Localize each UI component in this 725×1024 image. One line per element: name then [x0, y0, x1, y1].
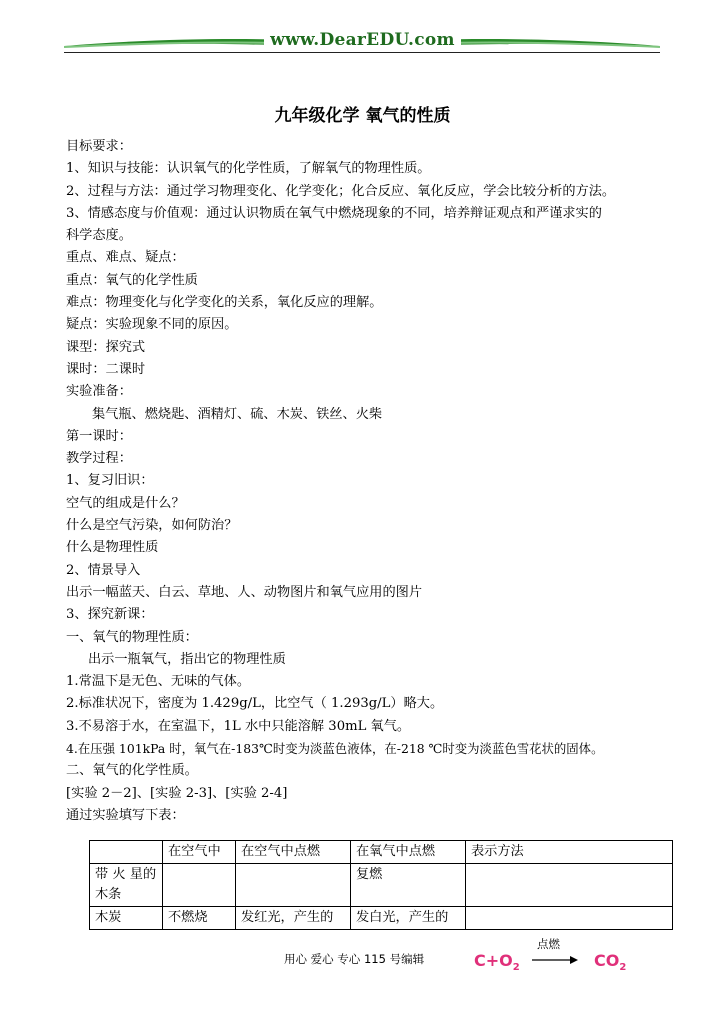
table-header-cell: 在空气中点燃	[236, 841, 351, 864]
experiment-table	[89, 840, 673, 930]
table-cell: 木炭	[90, 907, 163, 930]
text-line: 2.标准状况下，密度为 1.429g/L，比空气（ 1.293g/L）略大。	[66, 696, 444, 712]
equation-reactants: $C+O_2$	[474, 951, 520, 974]
text-line: 2、情景导入	[66, 562, 141, 578]
text-line: 2、过程与方法：通过学习物理变化、化学变化；化合反应、氧化反应，学会比较分析的方法。	[66, 183, 616, 199]
table-header-cell	[90, 841, 163, 864]
text-line: 第一课时：	[66, 428, 132, 444]
text-line: 4.在压强 101kPa 时，氧气在-183℃时变为淡蓝色液体，在-218 ℃时变为淡蓝色雪花状的固体。	[66, 741, 604, 757]
text-line: 实验准备：	[66, 384, 132, 400]
chemical-equation	[474, 937, 634, 976]
text-line: 课型：探究式	[66, 339, 146, 355]
table-cell	[466, 907, 673, 930]
text-line: 什么是空气污染，如何防治？	[66, 518, 238, 534]
reaction-arrow-icon	[532, 954, 578, 966]
text-line: 3、探究新课：	[66, 607, 154, 623]
table-cell	[163, 864, 236, 907]
text-line: 1.常温下是无色、无味的气体。	[66, 674, 251, 690]
text-line: 1、知识与技能：认识氧气的化学性质，了解氧气的物理性质。	[66, 161, 431, 177]
text-line: 集气瓶、燃烧匙、酒精灯、硫、木炭、铁丝、火柴	[92, 406, 383, 422]
text-line: 重点：氧气的化学性质	[66, 272, 198, 288]
equation-product: $CO_2$	[594, 951, 627, 974]
table-header-row	[90, 841, 673, 864]
text-line: 教学过程：	[66, 451, 132, 467]
table-row	[90, 907, 673, 930]
text-line: 目标要求：	[66, 139, 132, 154]
table-cell: 不燃烧	[163, 907, 236, 930]
table-header-cell: 在空气中	[163, 841, 236, 864]
site-logo-text[interactable]: www.DearEDU.com	[264, 30, 461, 50]
text-line: 3、情感态度与价值观：通过认识物质在氧气中燃烧现象的不同，培养辩证观点和严谨求实的	[66, 205, 602, 221]
text-line: [实验 2－2]、[实验 2-3]、[实验 2-4]	[66, 785, 288, 801]
text-line: 3.不易溶于水，在室温下，1L 水中只能溶解 30mL 氧气。	[66, 718, 411, 734]
text-line: 重点、难点、疑点：	[66, 250, 185, 266]
text-line: 空气的组成是什么？	[66, 495, 185, 511]
table-cell: 发红光，产生的	[236, 907, 351, 930]
text-line: 科学态度。	[66, 228, 132, 244]
text-line: 二、氧气的化学性质。	[66, 763, 198, 779]
text-line: 难点：物理变化与化学变化的关系，氧化反应的理解。	[66, 295, 383, 311]
table-cell	[466, 864, 673, 907]
text-line: 课时：二课时	[66, 361, 146, 377]
text-line: 出示一瓶氧气，指出它的物理性质	[88, 651, 286, 667]
table-cell: 复燃	[351, 864, 466, 907]
table-row	[90, 864, 673, 907]
text-line: 1、复习旧识：	[66, 473, 154, 489]
text-line: 疑点：实验现象不同的原因。	[66, 317, 238, 333]
table-cell: 发白光，产生的	[351, 907, 466, 930]
header-rule	[64, 52, 660, 53]
equation-condition: 点燃	[537, 937, 560, 951]
table-header-cell: 表示方法	[466, 841, 673, 864]
page-title: 九年级化学 氧气的性质	[274, 106, 451, 126]
table-cell	[236, 864, 351, 907]
footer-text: 用心 爱心 专心 115 号编辑	[284, 952, 425, 966]
text-line: 一、氧气的物理性质：	[66, 629, 198, 645]
text-line: 出示一幅蓝天、白云、草地、人、动物图片和氧气应用的图片	[66, 584, 423, 600]
table-header-cell: 在氧气中点燃	[351, 841, 466, 864]
text-line: 通过实验填写下表：	[66, 807, 185, 823]
document-body	[66, 136, 666, 827]
table-cell: 带 火 星的木条	[90, 864, 163, 907]
text-line: 什么是物理性质	[66, 540, 159, 556]
